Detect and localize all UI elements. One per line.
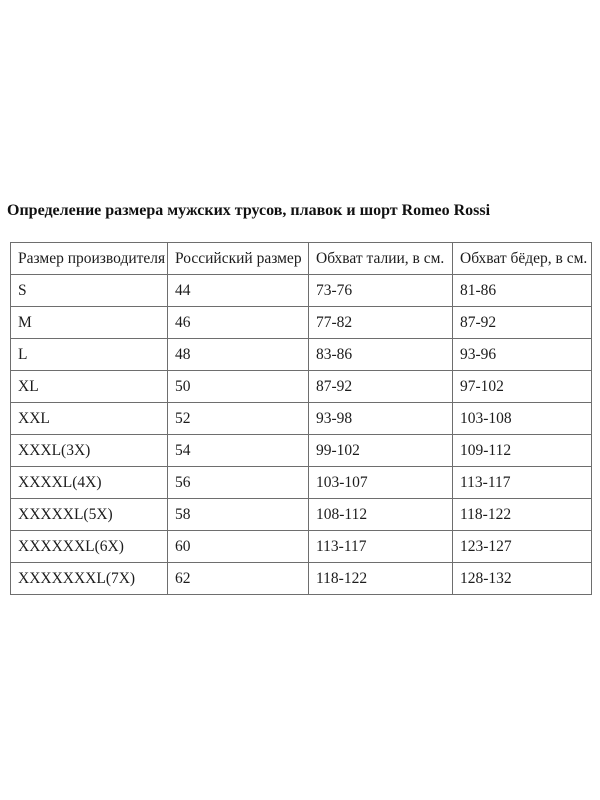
cell-manufacturer-size: XL [11, 371, 168, 403]
table-row [11, 499, 592, 531]
cell-hips: 97-102 [453, 371, 592, 403]
column-header-manufacturer-size: Размер производителя [11, 243, 168, 275]
cell-russian-size: 50 [168, 371, 309, 403]
cell-manufacturer-size: S [11, 275, 168, 307]
table-row [11, 531, 592, 563]
cell-hips: 118-122 [453, 499, 592, 531]
cell-russian-size: 56 [168, 467, 309, 499]
cell-hips: 123-127 [453, 531, 592, 563]
cell-russian-size: 44 [168, 275, 309, 307]
header-row [11, 243, 592, 275]
cell-waist: 83-86 [309, 339, 453, 371]
table-row [11, 371, 592, 403]
column-header-hips: Обхват бёдер, в см. [453, 243, 592, 275]
cell-manufacturer-size: XXXXXXL(6X) [11, 531, 168, 563]
cell-russian-size: 54 [168, 435, 309, 467]
size-table-header [11, 243, 592, 275]
cell-hips: 93-96 [453, 339, 592, 371]
cell-waist: 93-98 [309, 403, 453, 435]
column-header-russian-size: Российский размер [168, 243, 309, 275]
table-row [11, 563, 592, 595]
cell-manufacturer-size: XXXXXXXL(7X) [11, 563, 168, 595]
cell-manufacturer-size: XXXXXL(5X) [11, 499, 168, 531]
cell-russian-size: 52 [168, 403, 309, 435]
cell-russian-size: 62 [168, 563, 309, 595]
table-row [11, 275, 592, 307]
cell-russian-size: 48 [168, 339, 309, 371]
page-title: Определение размера мужских трусов, плавок и шорт Romeo Rossi [7, 202, 491, 219]
column-header-waist: Обхват талии, в см. [309, 243, 453, 275]
cell-waist: 103-107 [309, 467, 453, 499]
cell-russian-size: 60 [168, 531, 309, 563]
cell-hips: 113-117 [453, 467, 592, 499]
table-row [11, 307, 592, 339]
cell-waist: 99-102 [309, 435, 453, 467]
cell-hips: 87-92 [453, 307, 592, 339]
size-table [10, 242, 592, 595]
cell-waist: 77-82 [309, 307, 453, 339]
cell-waist: 118-122 [309, 563, 453, 595]
cell-waist: 73-76 [309, 275, 453, 307]
cell-manufacturer-size: M [11, 307, 168, 339]
table-row [11, 467, 592, 499]
cell-hips: 81-86 [453, 275, 592, 307]
cell-russian-size: 58 [168, 499, 309, 531]
size-table-body [11, 275, 592, 595]
cell-waist: 108-112 [309, 499, 453, 531]
cell-hips: 103-108 [453, 403, 592, 435]
table-row [11, 403, 592, 435]
cell-hips: 128-132 [453, 563, 592, 595]
table-row [11, 435, 592, 467]
cell-manufacturer-size: XXXL(3X) [11, 435, 168, 467]
cell-manufacturer-size: XXXXL(4X) [11, 467, 168, 499]
cell-manufacturer-size: L [11, 339, 168, 371]
table-row [11, 339, 592, 371]
cell-russian-size: 46 [168, 307, 309, 339]
cell-waist: 113-117 [309, 531, 453, 563]
cell-hips: 109-112 [453, 435, 592, 467]
cell-waist: 87-92 [309, 371, 453, 403]
cell-manufacturer-size: XXL [11, 403, 168, 435]
